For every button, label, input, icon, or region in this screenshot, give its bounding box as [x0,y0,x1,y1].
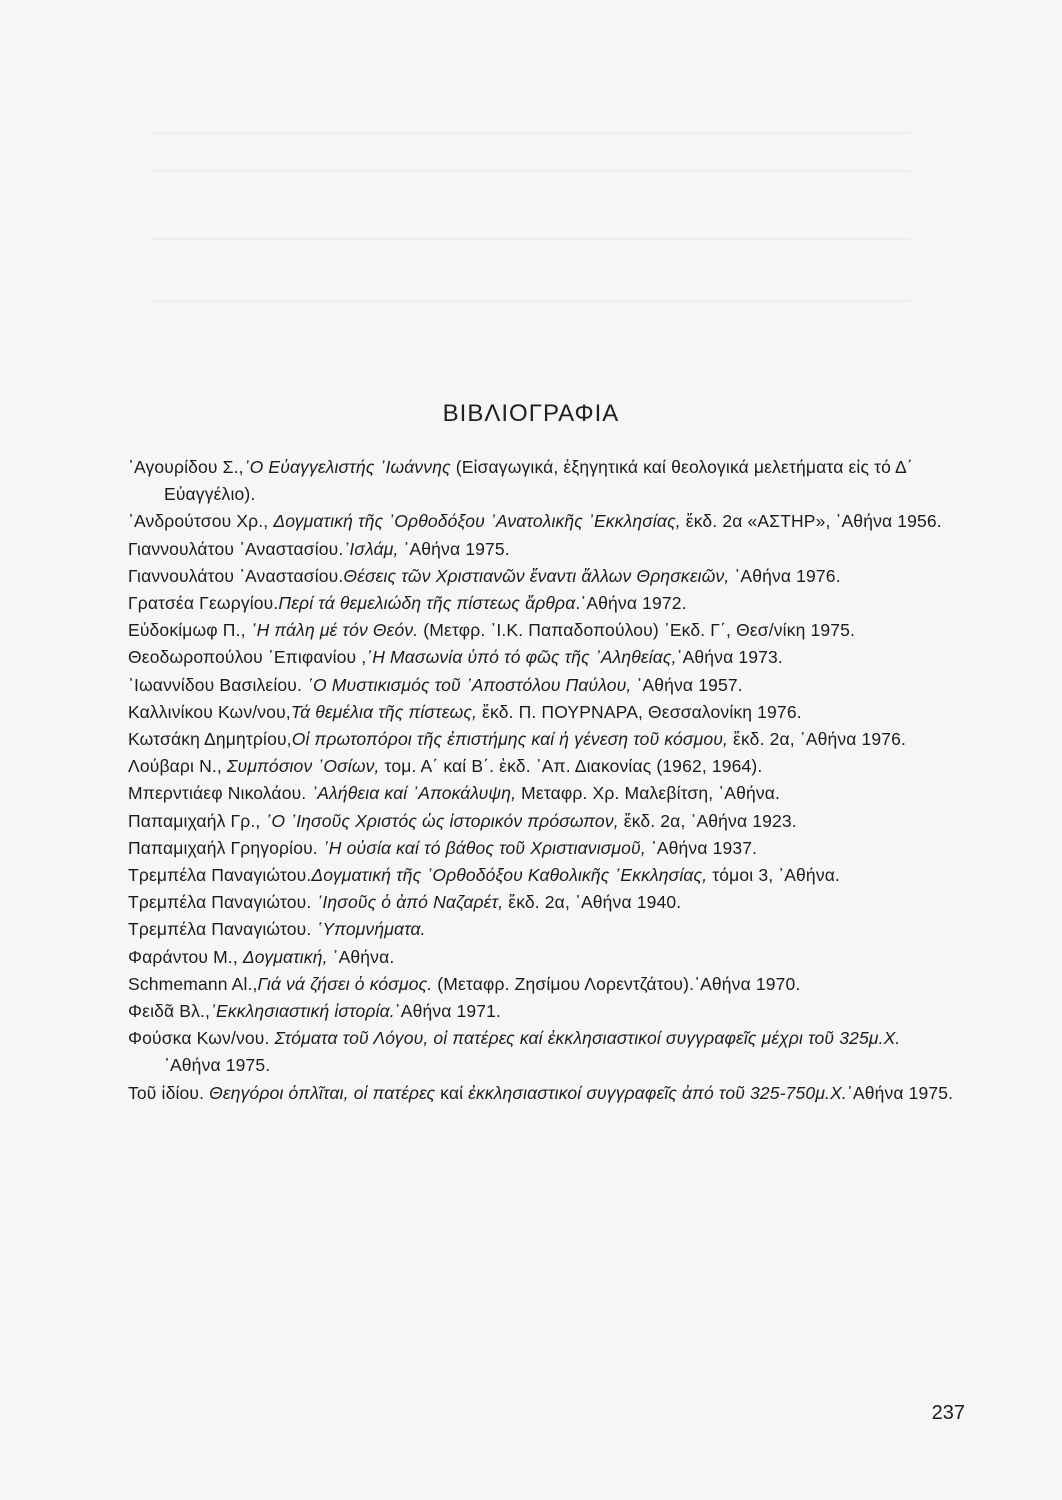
entry-details: ᾿Αθήνα 1975. [164,1055,271,1076]
entry-work-title: Δογματική, [242,946,328,967]
entry-work-title: Θέσεις τῶν Χριστιανῶν ἔναντι ἄλλων Θρησκειῶν, [343,565,730,586]
page-title: ΒΙΒΛΙΟΓΡΑΦΙΑ [442,400,620,427]
bibliography-entry [128,944,958,971]
entry-work-title: Περί τά θεμελιώδη τῆς πίστεως ἄρθρα [278,593,576,614]
entry-details: .᾿Αθήνα 1972. [575,593,687,614]
bibliography-entry [128,971,958,998]
bleed-through-line [150,238,910,240]
bibliography-entry [128,1025,958,1079]
bibliography-entry [128,862,958,889]
bibliography-list [128,454,958,1107]
entry-work-title: ᾿Αλήθεια καί ᾿Αποκάλυψη, [311,783,517,804]
entry-work-title: ῾Η πάλη μέ τόν Θεόν. [250,620,419,641]
entry-author: ᾿Ιωαννίδου Βασιλείου. [128,674,308,695]
entry-work-title: ᾿Ισλάμ, [343,538,399,559]
entry-author: Λούβαρι Ν., [128,756,227,777]
entry-details: τόμοι 3, ᾿Αθήνα. [707,865,840,886]
entry-author: Θεοδωροπούλου ᾿Επιφανίου , [128,647,367,668]
entry-details: τομ. Α΄ καί Β΄. ἐκδ. ᾿Απ. Διακονίας (1962, 1964). [379,756,763,777]
entry-author: Φειδᾶ Βλ., [128,1001,211,1022]
entry-work-title: ῾Ο Μυστικισμός τοῦ ᾿Αποστόλου Παύλου, [307,674,632,695]
entry-author: Καλλινίκου Κων/νου, [128,701,291,722]
entry-details: ᾿Αθήνα 1975. [846,1082,954,1103]
entry-details: ᾿Αθήνα. [327,946,395,967]
bibliography-entry [128,780,958,807]
bibliography-entry [128,916,958,943]
bibliography-entry [128,835,958,862]
entry-work-title: ᾿Ο Εὐαγγελιστής ᾿Ιωάννης [243,457,451,477]
bibliography-entry [128,753,958,780]
entry-work-title: Δογματική τῆς ᾿Ορθοδόξου Καθολικῆς ᾿Εκκλησίας, [311,865,708,886]
bibliography-entry [128,1080,958,1107]
bibliography-entry [128,699,958,726]
entry-work-title: Γιά νά ζήσει ὁ κόσμος. [257,973,433,994]
entry-details: ᾿Αθήνα 1973. [676,647,783,668]
entry-work-title: Θεηγόροι ὁπλῖται, οἱ πατέρες [209,1082,436,1103]
entry-author: Παπαμιχαήλ Γρηγορίου. [128,837,323,858]
bleed-through-line [150,300,910,302]
entry-details: (Εἰσαγωγικά, ἐξηγητικά καί θεολογικά μελετήματα εἰς τό Δ΄ Εὐαγγέλιο). [164,457,913,505]
bibliography-entry [128,808,958,835]
bibliography-entry [128,644,958,671]
page-number: 237 [931,1402,965,1424]
bleed-through-line [150,170,910,172]
entry-details: (Μετφρ. ᾿Ι.Κ. Παπαδοπούλου) ᾿Εκδ. Γ΄, Θεσ/νίκη 1975. [418,620,856,641]
entry-author: Γρατσέα Γεωργίου. [128,593,279,614]
entry-author: Εὐδοκίμωφ Π., [128,620,251,641]
entry-details: ἔκδ. Π. ΠΟΥΡΝΑΡΑ, Θεσσαλονίκη 1976. [477,701,802,722]
entry-author: Φούσκα Κων/νου. [128,1028,275,1049]
entry-author: Τρεμπέλα Παναγιώτου. [128,865,312,886]
entry-work-title: ᾿Ιησοῦς ὁ ἀπό Ναζαρέτ, [316,892,504,913]
bibliography-entry [128,536,958,563]
entry-details: ᾿Αθήνα 1937. [645,837,758,858]
bibliography-entry [128,889,958,916]
entry-author: ᾿Αγουρίδου Σ., [128,457,244,477]
entry-details: ἔκδ. 2α, ᾿Αθήνα 1923. [618,810,797,831]
entry-author: Schmemann Al., [128,973,258,994]
entry-author: Κωτσάκη Δημητρίου, [128,729,292,750]
entry-work-title-continued: ἐκκλησιαστικοί συγγραφεῖς ἀπό τοῦ 325-750μ.Χ. [468,1082,847,1103]
bibliography-entry [128,672,958,699]
entry-author: Παπαμιχαήλ Γρ., [128,810,266,831]
entry-details: (Μεταφρ. Ζησίμου Λορεντζάτου).᾿Αθήνα 1970. [432,973,801,994]
entry-work-title: Συμπόσιον ᾿Οσίων, [226,756,380,777]
entry-work-title: ῾Η οὐσία καί τό βάθος τοῦ Χριστιανισμοῦ, [322,837,646,858]
entry-details: ἔκδ. 2α «ΑΣΤΗΡ», ᾿Αθήνα 1956. [680,511,942,532]
entry-details: ᾿Αθήνα 1976. [729,565,841,586]
entry-work-title: ῾Ο ᾿Ιησοῦς Χριστός ὡς ἱστορικόν πρόσωπον, [265,810,619,831]
entry-work-title: Οἱ πρωτοπόροι τῆς ἐπιστήμης καί ἡ γένεση τοῦ κόσμου, [291,729,729,750]
entry-work-title: Στόματα τοῦ Λόγου, οἱ πατέρες καί ἐκκλησιαστικοί συγγραφεῖς μέχρι τοῦ 325μ.Χ. [274,1028,901,1049]
entry-author: ᾿Ανδρούτσου Χρ., [128,511,274,532]
entry-author: Τοῦ ἰδίου. [128,1082,210,1103]
entry-author: Γιαννουλάτου ᾿Αναστασίου. [128,565,344,586]
bibliography-entry [128,454,958,508]
entry-author: Τρεμπέλα Παναγιώτου. [128,919,317,940]
entry-details: Μεταφρ. Χρ. Μαλεβίτση, ᾿Αθήνα. [516,783,781,804]
entry-work-title: Δογματική τῆς ᾿Ορθοδόξου ᾿Ανατολικῆς ᾿Εκκλησίας, [273,511,681,532]
entry-details: ἔκδ. 2α, ᾿Αθήνα 1976. [728,729,907,750]
entry-work-title: ᾿Εκκλησιαστική ἱστορία. [210,1001,395,1022]
entry-work-title: ῾Υπομνήματα. [316,919,426,940]
bibliography-entry [128,563,958,590]
entry-details: ἔκδ. 2α, ᾿Αθήνα 1940. [503,892,682,913]
entry-details: ᾿Αθήνα 1957. [631,674,743,695]
bibliography-entry [128,590,958,617]
bibliography-entry [128,726,958,753]
entry-author: Γιαννουλάτου ᾿Αναστασίου. [128,538,344,559]
entry-details: ᾿Αθήνα 1975. [398,538,510,559]
bibliography-entry [128,998,958,1025]
bibliography-entry [128,508,958,535]
entry-details: ᾿Αθήνα 1971. [394,1001,502,1022]
bleed-through-line [150,132,910,134]
entry-work-title: Τά θεμέλια τῆς πίστεως, [290,701,478,722]
entry-work-title: ῾Η Μασωνία ὑπό τό φῶς τῆς ᾿Αληθείας, [366,647,677,668]
entry-author: Τρεμπέλα Παναγιώτου. [128,892,317,913]
bibliography-entry [128,617,958,644]
entry-connector: καί [435,1082,469,1103]
entry-author: Φαράντου Μ., [128,946,243,967]
entry-author: Μπερντιάεφ Νικολάου. [128,783,312,804]
